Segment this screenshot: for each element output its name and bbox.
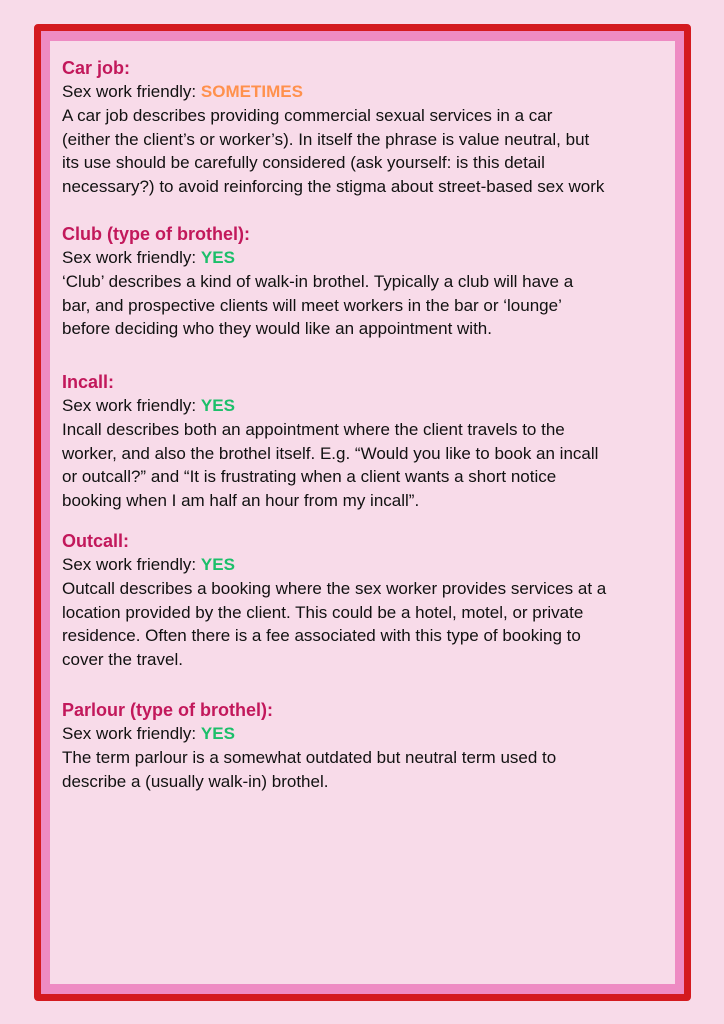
friendly-line [62, 722, 674, 746]
entry-term: Outcall: [62, 531, 130, 551]
friendly-label: Sex work friendly: [62, 724, 197, 743]
entry-term: Car job: [62, 58, 131, 78]
entry-incall [62, 370, 674, 512]
friendly-line [62, 394, 674, 418]
entry-description: The term parlour is a somewhat outdated but neutral term used to describe a (usually walk-in) brothel. [62, 748, 557, 791]
friendly-line [62, 553, 674, 577]
rating-badge: YES [200, 555, 235, 574]
entry-parlour [62, 698, 674, 793]
rating-badge: YES [200, 724, 235, 743]
entry-club [62, 222, 674, 341]
entry-description: ‘Club’ describes a kind of walk-in brothel. Typically a club will have a bar, and prospective clients will meet workers in the bar or ‘lounge’ before deciding who they would like an appointment with. [62, 272, 574, 338]
friendly-label: Sex work friendly: [62, 82, 197, 101]
entry-description: A car job describes providing commercial sexual services in a car (either the client’s or worker’s). In itself the phrase is value neutral, but its use should be carefully considered (ask yourself: is this detail necessary?) to avoid reinforcing the stigma about street-based sex work [62, 106, 605, 196]
rating-badge: YES [200, 396, 235, 415]
entry-term: Parlour (type of brothel): [62, 700, 273, 720]
friendly-label: Sex work friendly: [62, 248, 197, 267]
friendly-label: Sex work friendly: [62, 555, 197, 574]
friendly-line [62, 246, 674, 270]
entry-description: Outcall describes a booking where the sex worker provides services at a location provided by the client. This could be a hotel, motel, or private residence. Often there is a fee associated with this type of booking to cover the travel. [62, 579, 607, 669]
entry-car-job [62, 56, 674, 198]
friendly-line [62, 80, 674, 104]
friendly-label: Sex work friendly: [62, 396, 197, 415]
entry-term: Incall: [62, 372, 115, 392]
rating-badge: YES [200, 248, 235, 267]
entry-term: Club (type of brothel): [62, 224, 250, 244]
entry-outcall [62, 529, 674, 671]
rating-badge: SOMETIMES [200, 82, 303, 101]
entry-description: Incall describes both an appointment where the client travels to the worker, and also the brothel itself. E.g. “Would you like to book an incall or outcall?” and “It is frustrating when a client wants a short notice booking when I am half an hour from my incall”. [62, 420, 599, 510]
